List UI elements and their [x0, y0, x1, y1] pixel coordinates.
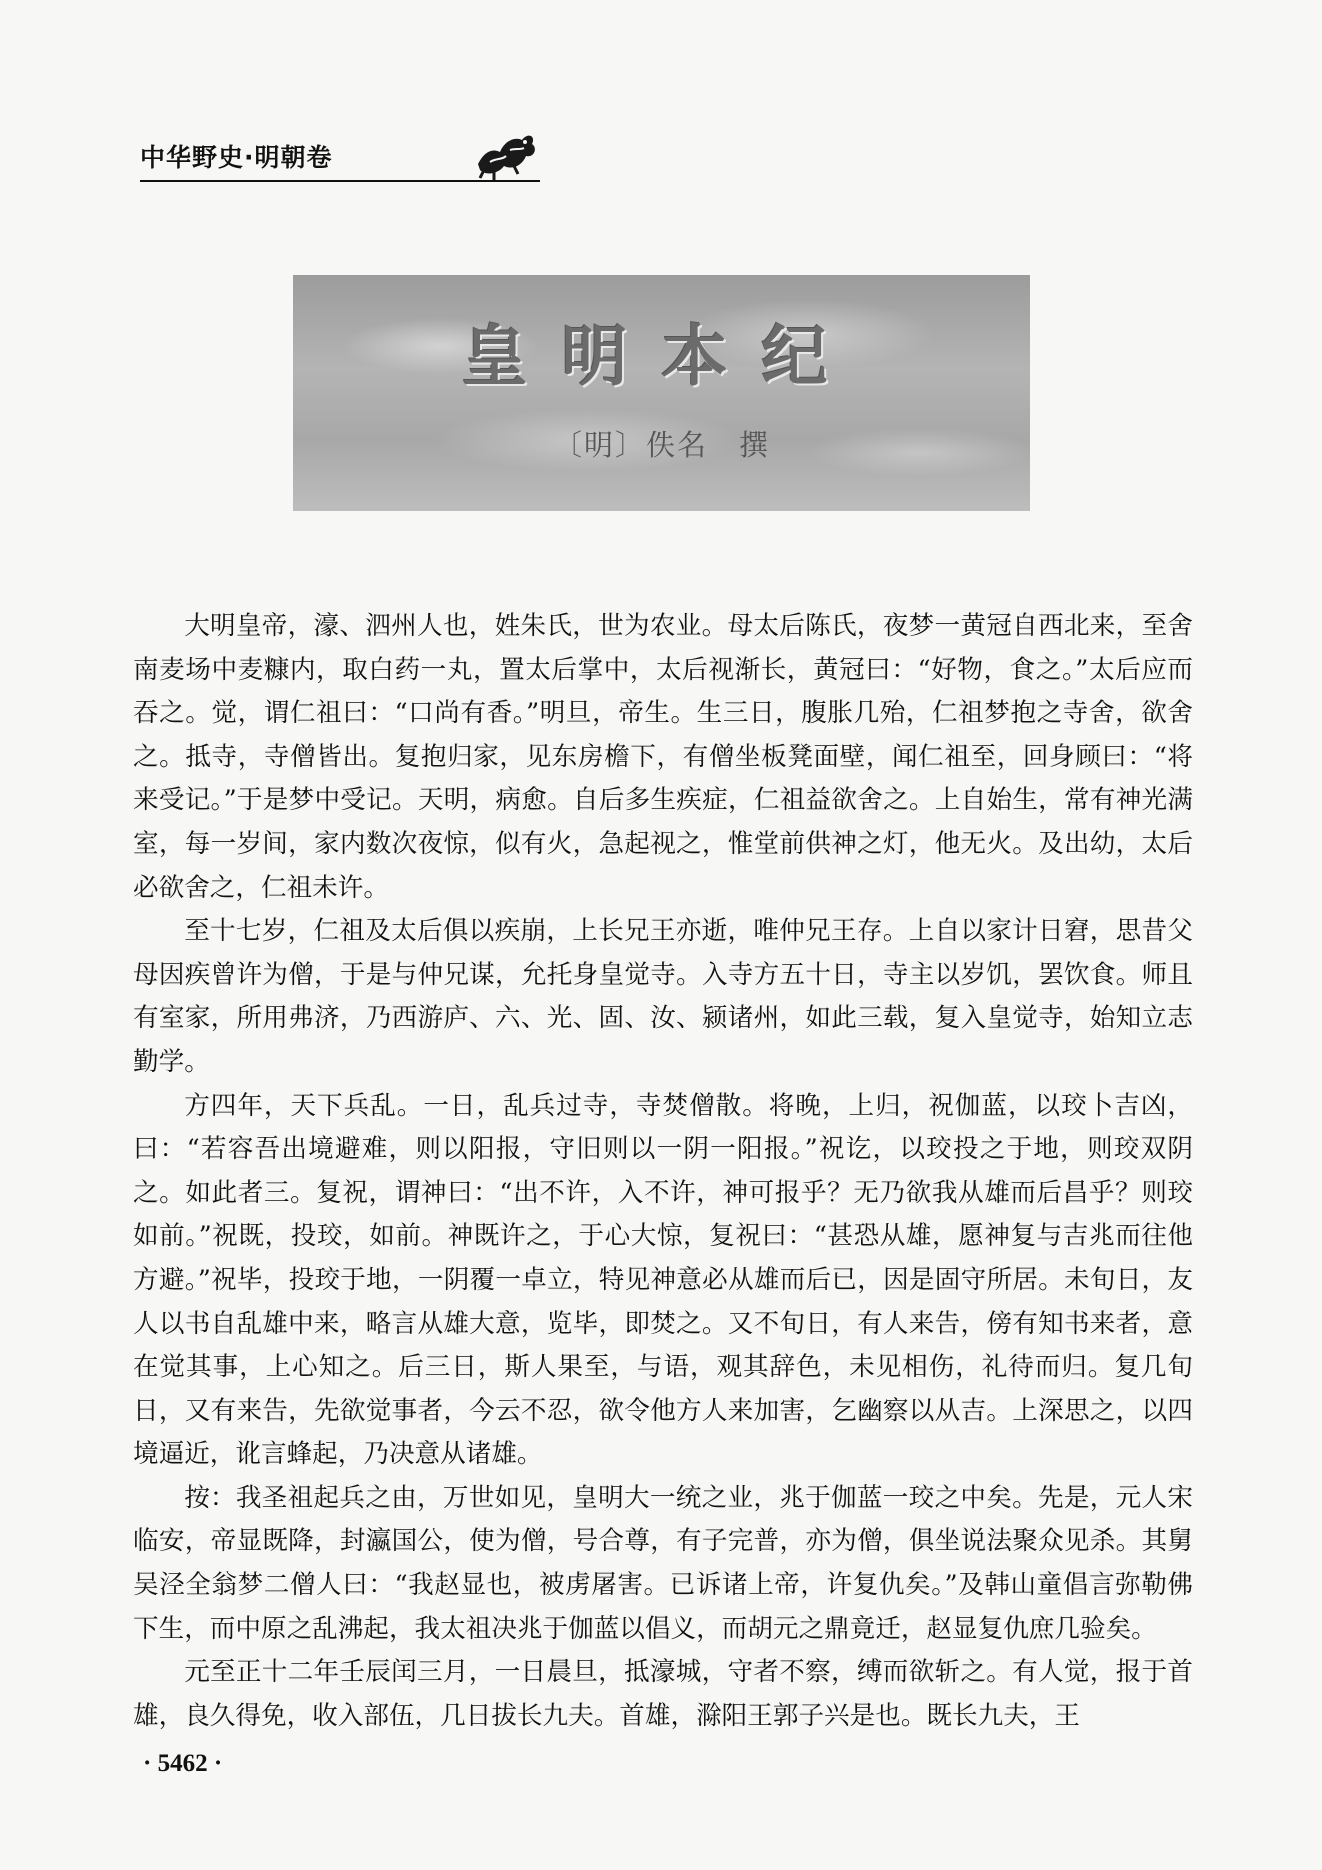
series-title: 中华野史·明朝卷: [140, 143, 333, 172]
author-line: 〔明〕佚名 撰: [552, 428, 770, 462]
dragon-ornament-icon: [470, 122, 540, 182]
running-header: [140, 128, 540, 188]
work-title: 皇明本纪: [461, 318, 862, 395]
page-number: · 5462 ·: [143, 1750, 223, 1777]
paragraph: 方四年，天下兵乱。一日，乱兵过寺，寺焚僧散。将晚，上归，祝伽蓝，以珓卜吉凶，曰：“若容吾出境避难，则以阳报，守旧则以一阴一阳报。”祝讫，以珓投之于地，则珓双阴之。如此者三。复祝，谓神曰：“出不许，入不许，神可报乎？无乃欲我从雄而后昌乎？则珓如前。”祝既，投珓，如前。神既许之，于心大惊，复祝曰：“甚恐从雄，愿神复与吉兆而往他方避。”祝毕，投珓于地，一阴覆一卓立，特见神意必从雄而后已，因是固守所居。未旬日，友人以书自乱雄中来，略言从雄大意，览毕，即焚之。又不旬日，有人来告，傍有知书来者，意在觉其事，上心知之。后三日，斯人果至，与语，观其辞色，未见相伤，礼待而归。复几旬日，又有来告，先欲觉事者，今云不忍，欲令他方人来加害，乞幽察以从吉。上深思之，以四境逼近，讹言蜂起，乃决意从诸雄。: [133, 1090, 1193, 1470]
body-text: [133, 605, 1193, 1738]
paragraph: 按：我圣祖起兵之由，万世如见，皇明大一统之业，兆于伽蓝一珓之中矣。先是，元人宋临安，帝显既降，封瀛国公，使为僧，号合尊，有子完普，亦为僧，俱坐说法聚众见杀。其舅吴泾全翁梦二僧人曰：“我赵显也，被虏屠害。已诉诸上帝，许复仇矣。”及韩山童倡言弥勒佛下生，而中原之乱沸起，我太祖决兆于伽蓝以倡义，而胡元之鼎竟迁，赵显复仇庶几验矣。: [133, 1482, 1193, 1644]
title-banner: [293, 275, 1030, 511]
paragraph: 元至正十二年壬辰闰三月，一日晨旦，抵濠城，守者不察，缚而欲斩之。有人觉，报于首雄，良久得免，收入部伍，几日拔长九夫。首雄，滁阳王郭子兴是也。既长九夫，王: [133, 1657, 1193, 1731]
header-rule: [140, 180, 540, 182]
paragraph: 至十七岁，仁祖及太后俱以疾崩，上长兄王亦逝，唯仲兄王存。上自以家计日窘，思昔父母因疾曾许为僧，于是与仲兄谋，允托身皇觉寺。入寺方五十日，寺主以岁饥，罢饮食。师且有室家，所用弗济，乃西游庐、六、光、固、汝、颍诸州，如此三载，复入皇觉寺，始知立志勤学。: [133, 916, 1193, 1077]
paragraph: 大明皇帝，濠、泗州人也，姓朱氏，世为农业。母太后陈氏，夜梦一黄冠自西北来，至舍南麦场中麦糠内，取白药一丸，置太后掌中，太后视渐长，黄冠曰：“好物，食之。”太后应而吞之。觉，谓仁祖曰：“口尚有香。”明旦，帝生。生三日，腹胀几殆，仁祖梦抱之寺舍，欲舍之。抵寺，寺僧皆出。复抱归家，见东房檐下，有僧坐板凳面壁，闻仁祖至，回身顾曰：“将来受记。”于是梦中受记。天明，病愈。自后多生疾症，仁祖益欲舍之。上自始生，常有神光满室，每一岁间，家内数次夜惊，似有火，急起视之，惟堂前供神之灯，他无火。及出幼，太后必欲舍之，仁祖未许。: [133, 611, 1193, 903]
